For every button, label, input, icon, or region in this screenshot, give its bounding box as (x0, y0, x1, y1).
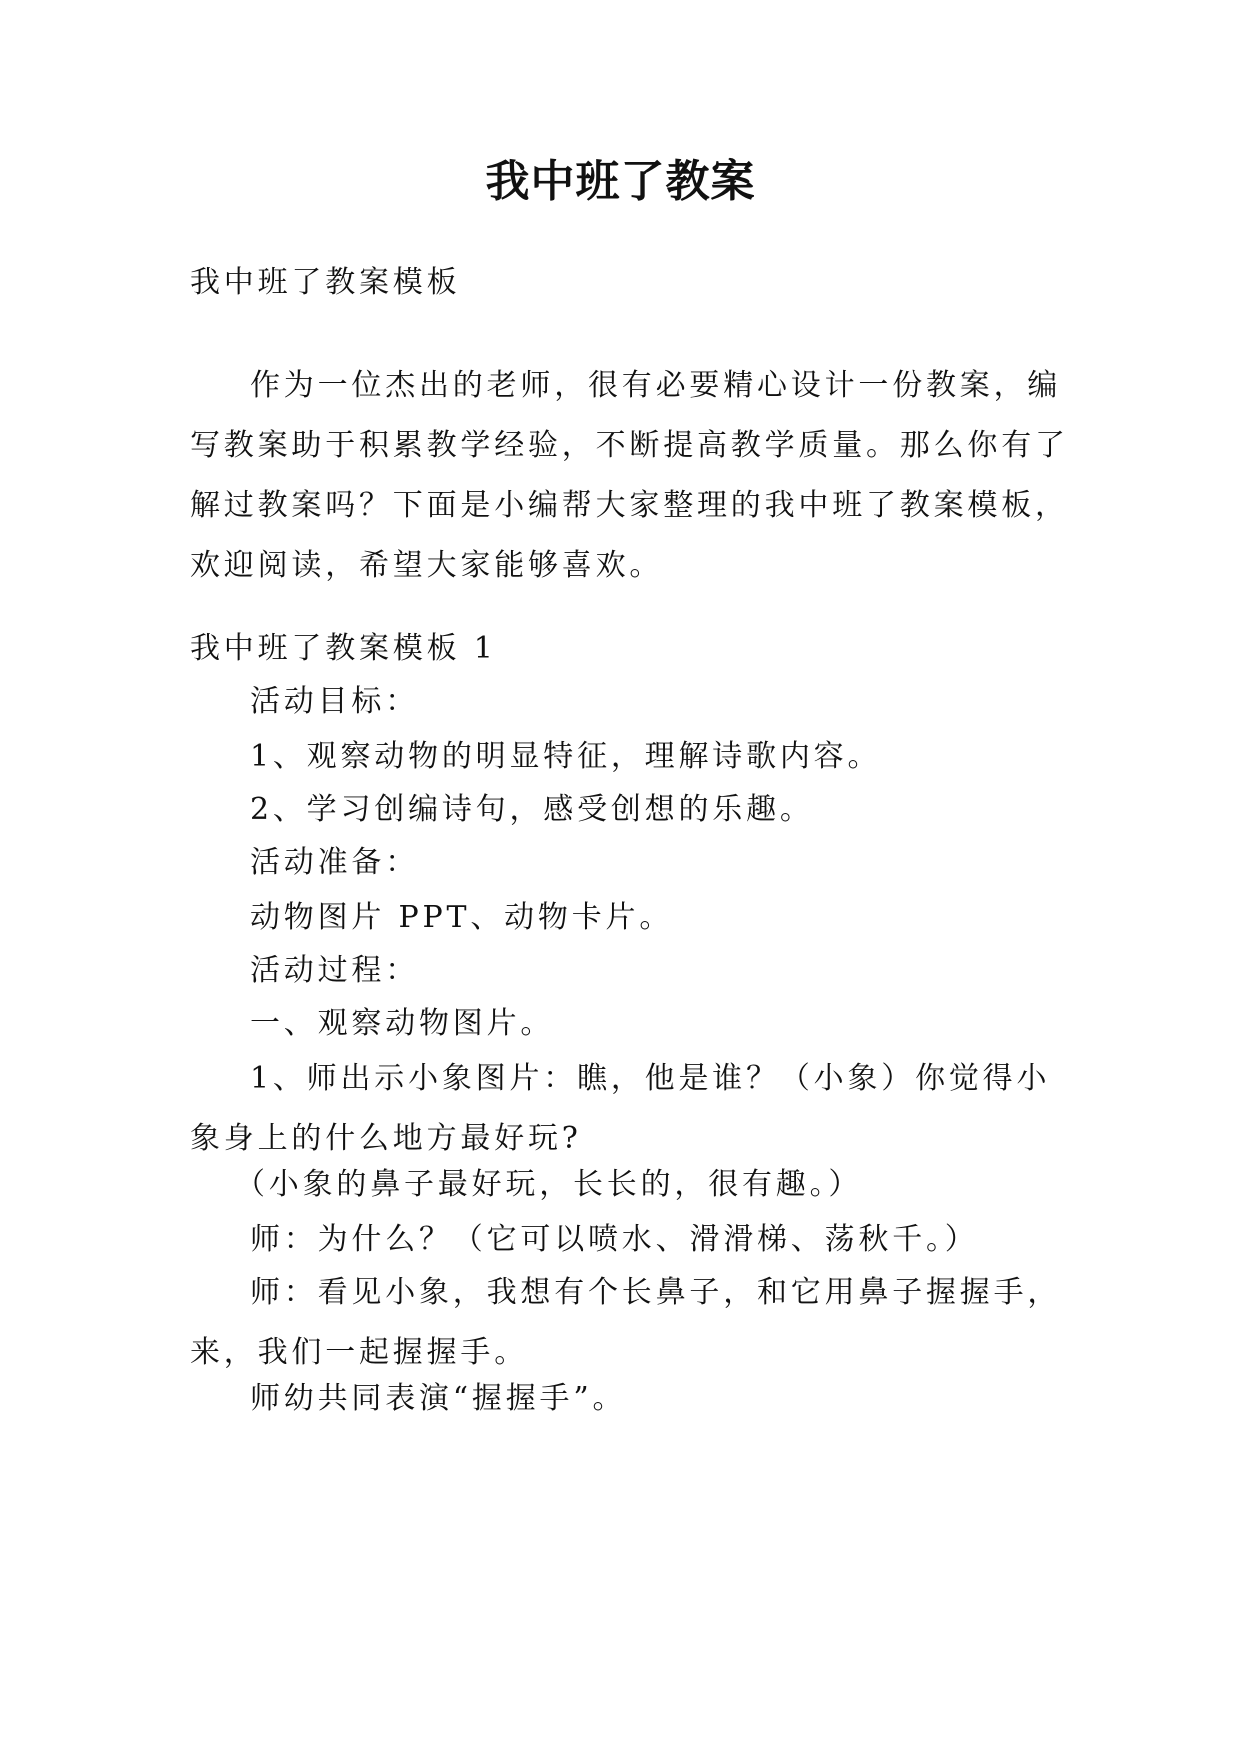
document-subtitle: 我中班了教案模板 (190, 265, 461, 300)
document-title: 我中班了教案 (485, 156, 756, 207)
goal-item-1: 1、观察动物的明显特征，理解诗歌内容。 (250, 739, 882, 774)
step-1-heading: 一、观察动物图片。 (250, 1006, 555, 1041)
intro-paragraph (190, 356, 1070, 596)
step-line: 象身上的什么地方最好玩? (190, 1121, 582, 1156)
intro-line: 欢迎阅读，希望大家能够喜欢。 (190, 548, 664, 583)
teacher-say-paragraph (190, 1263, 1070, 1383)
answer-line: （小象的鼻子最好玩，长长的，很有趣。） (235, 1167, 863, 1202)
intro-line: 解过教案吗？下面是小编帮大家整理的我中班了教案模板， (190, 488, 1069, 523)
goal-item-2: 2、学习创编诗句，感受创想的乐趣。 (250, 792, 814, 827)
prep-label: 活动准备： (250, 845, 419, 880)
teacher-say-line: 来，我们一起握握手。 (190, 1335, 528, 1370)
intro-line: 写教案助于积累教学经验，不断提高教学质量。那么你有了 (190, 428, 1069, 463)
perform-line: 师幼共同表演“握握手”。 (250, 1381, 627, 1416)
goals-label: 活动目标： (250, 684, 419, 719)
process-label: 活动过程： (250, 953, 419, 988)
prep-text: 动物图片 PPT、动物卡片。 (250, 900, 674, 935)
step-1-1-paragraph (190, 1049, 1070, 1169)
teacher-question: 师：为什么？（它可以喷水、滑滑梯、荡秋千。） (250, 1222, 979, 1257)
section-heading: 我中班了教案模板 1 (190, 631, 497, 666)
step-line: 1、师出示小象图片：瞧，他是谁？（小象）你觉得小 (250, 1061, 1051, 1096)
intro-line: 作为一位杰出的老师，很有必要精心设计一份教案，编 (250, 368, 1062, 403)
teacher-say-line: 师：看见小象，我想有个长鼻子，和它用鼻子握握手， (250, 1275, 1062, 1310)
